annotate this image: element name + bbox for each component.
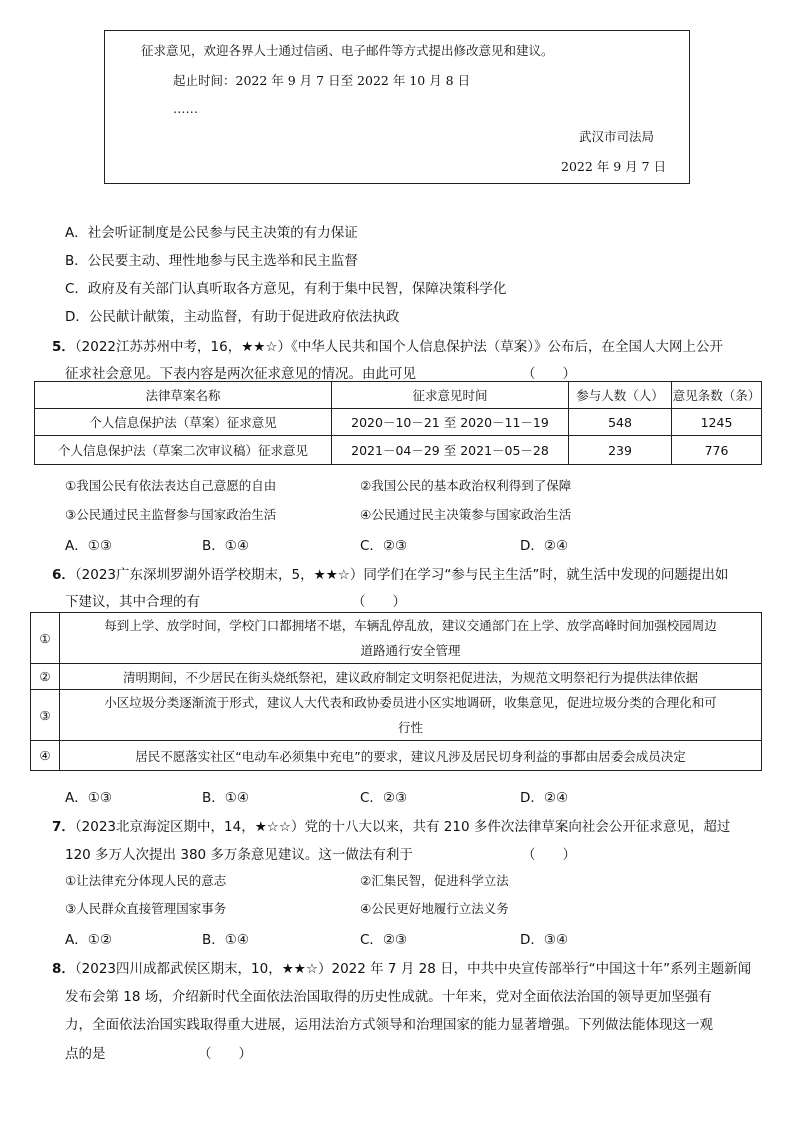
table-row	[31, 664, 762, 690]
q6-row-text: 居民不愿落实社区“电动车必须集中充电”的要求，建议凡涉及居民切身利益的事都由居委会成员决定	[135, 748, 686, 764]
q7-text-1: （2023北京海淀区期中，14，★☆☆）党的十八大以来，共有 210 多件次法律草案向社会公开征求意见，超过	[74, 819, 731, 835]
q7-text-2: 120 多万人次提出 380 多万条意见建议。这一做法有利于	[65, 847, 413, 863]
table-row	[31, 741, 762, 771]
q5-answer-blank: （ ）	[522, 366, 576, 382]
q7-stem-line-2	[65, 843, 413, 863]
table-cell: ③	[31, 690, 60, 741]
q5-statement-4: ④公民通过民主决策参与国家政治生活	[360, 507, 572, 522]
table-cell: ①	[31, 613, 60, 664]
q6-stem-line-1	[52, 563, 728, 583]
table-cell	[60, 741, 762, 771]
q8-text-4: 点的是	[65, 1046, 106, 1062]
q5-choice-d: D．②④	[520, 538, 569, 554]
q7-statement-3: ③人民群众直接管理国家事务	[65, 901, 227, 916]
notice-box	[104, 30, 690, 184]
notice-date: 2022 年 9 月 7 日	[561, 159, 667, 174]
q6-number: 6．	[52, 567, 75, 583]
q5-choice-b: B．①④	[202, 538, 249, 554]
table-header-row	[35, 382, 762, 409]
q8-stem-line-3	[65, 1013, 713, 1033]
q6-row-text: 行性	[397, 720, 423, 735]
table-row	[35, 436, 762, 465]
q8-stem-line-4	[65, 1042, 106, 1062]
q7-choice-d: D．③④	[520, 932, 569, 948]
table-row	[31, 613, 762, 664]
q8-stem-line-1	[52, 957, 751, 977]
table-header: 意见条数（条）	[672, 382, 762, 409]
q8-text-3: 力，全面依法治国实践取得重大进展，运用法治方式领导和治理国家的能力显著增强。下列做法能体现这一观	[65, 1017, 713, 1033]
q5-stem-line-2	[65, 362, 416, 382]
q4-option-a: A．社会听证制度是公民参与民主决策的有力保证	[65, 225, 358, 241]
q5-stem-line-1	[52, 335, 723, 355]
q6-answer-blank: （ ）	[352, 594, 406, 610]
q8-stem-line-2	[65, 985, 712, 1005]
q6-row-text: 每到上学、放学时间，学校门口都拥堵不堪，车辆乱停乱放，建议交通部门在上学、放学高峰时间加强校园周边	[104, 618, 717, 633]
q6-stem-line-2	[65, 590, 200, 610]
table-row	[35, 409, 762, 436]
q5-choice-a: A．①③	[65, 538, 112, 554]
q5-text-1: （2022江苏苏州中考，16，★★☆）《中华人民共和国个人信息保护法（草案）》公布后，在全国人大网上公开	[74, 339, 723, 355]
q6-row-text: 道路通行安全管理	[360, 643, 461, 658]
q7-statement-4: ④公民更好地履行立法义务	[360, 901, 509, 916]
table-cell: 个人信息保护法（草案二次审议稿）征求意见	[35, 436, 332, 465]
q5-statement-3: ③公民通过民主监督参与国家政治生活	[65, 507, 277, 522]
q5-number: 5．	[52, 339, 75, 355]
table-cell: ②	[31, 664, 60, 690]
notice-line-1: 征求意见，欢迎各界人士通过信函、电子邮件等方式提出修改意见和建议。	[141, 43, 554, 58]
table-cell: 548	[569, 409, 672, 436]
q8-answer-blank: （ ）	[198, 1046, 252, 1062]
q6-row-text: 小区垃圾分类逐渐流于形式，建议人大代表和政协委员进小区实地调研，收集意见，促进垃圾分类的合理化和可	[104, 695, 717, 710]
q7-statement-1: ①让法律充分体现人民的意志	[65, 873, 227, 888]
table-row	[31, 690, 762, 741]
q8-text-2: 发布会第 18 场，介绍新时代全面依法治国取得的历史性成就。十年来，党对全面依法治国的领导更加坚强有	[65, 989, 712, 1005]
table-cell	[60, 613, 762, 664]
q8-number: 8．	[52, 961, 75, 977]
table-cell: 239	[569, 436, 672, 465]
q7-number: 7．	[52, 819, 75, 835]
q4-option-d: D．公民献计献策，主动监督，有助于促进政府依法执政	[65, 309, 400, 325]
table-cell: 个人信息保护法（草案）征求意见	[35, 409, 332, 436]
table-header: 参与人数（人）	[569, 382, 672, 409]
table-cell: 776	[672, 436, 762, 465]
table-cell: 2020－10－21 至 2020－11－19	[332, 409, 569, 436]
table-cell: 2021－04－29 至 2021－05－28	[332, 436, 569, 465]
q4-option-b: B．公民要主动、理性地参与民主选举和民主监督	[65, 253, 358, 269]
table-cell	[60, 664, 762, 690]
table-header: 征求意见时间	[332, 382, 569, 409]
notice-line-3: ……	[173, 101, 198, 116]
q6-text-1: （2023广东深圳罗湖外语学校期末，5，★★☆）同学们在学习“参与民主生活”时，就生活中发现的问题提出如	[74, 567, 729, 583]
table-cell: 1245	[672, 409, 762, 436]
q5-table	[34, 381, 762, 465]
q5-statement-2: ②我国公民的基本政治权利得到了保障	[360, 478, 572, 493]
q6-choice-a: A．①③	[65, 790, 112, 806]
notice-line-2: 起止时间：2022 年 9 月 7 日至 2022 年 10 月 8 日	[173, 73, 471, 88]
q5-choice-c: C．②③	[360, 538, 408, 554]
q6-choice-d: D．②④	[520, 790, 569, 806]
q7-stem-line-1	[52, 815, 730, 835]
q6-table	[30, 612, 762, 771]
q6-row-text: 清明期间，不少居民在街头烧纸祭祀，建议政府制定文明祭祀促进法，为规范文明祭祀行为提供法律依据	[122, 669, 698, 685]
q7-statement-2: ②汇集民智，促进科学立法	[360, 873, 509, 888]
q7-choice-b: B．①④	[202, 932, 249, 948]
q7-choice-c: C．②③	[360, 932, 408, 948]
q7-answer-blank: （ ）	[522, 847, 576, 863]
q5-statement-1: ①我国公民有依法表达自己意愿的自由	[65, 478, 277, 493]
q6-choice-c: C．②③	[360, 790, 408, 806]
q8-text-1: （2023四川成都武侯区期末，10，★★☆）2022 年 7 月 28 日，中共中央宣传部举行“中国这十年”系列主题新闻	[74, 961, 752, 977]
q6-text-2: 下建议，其中合理的有	[65, 594, 200, 610]
q5-text-2: 征求社会意见。下表内容是两次征求意见的情况。由此可见	[65, 366, 416, 382]
table-cell: ④	[31, 741, 60, 771]
q6-choice-b: B．①④	[202, 790, 249, 806]
notice-issuer: 武汉市司法局	[579, 129, 655, 144]
table-header: 法律草案名称	[35, 382, 332, 409]
q4-option-c: C．政府及有关部门认真听取各方意见，有利于集中民智，保障决策科学化	[65, 281, 507, 297]
table-cell	[60, 690, 762, 741]
q7-choice-a: A．①②	[65, 932, 112, 948]
